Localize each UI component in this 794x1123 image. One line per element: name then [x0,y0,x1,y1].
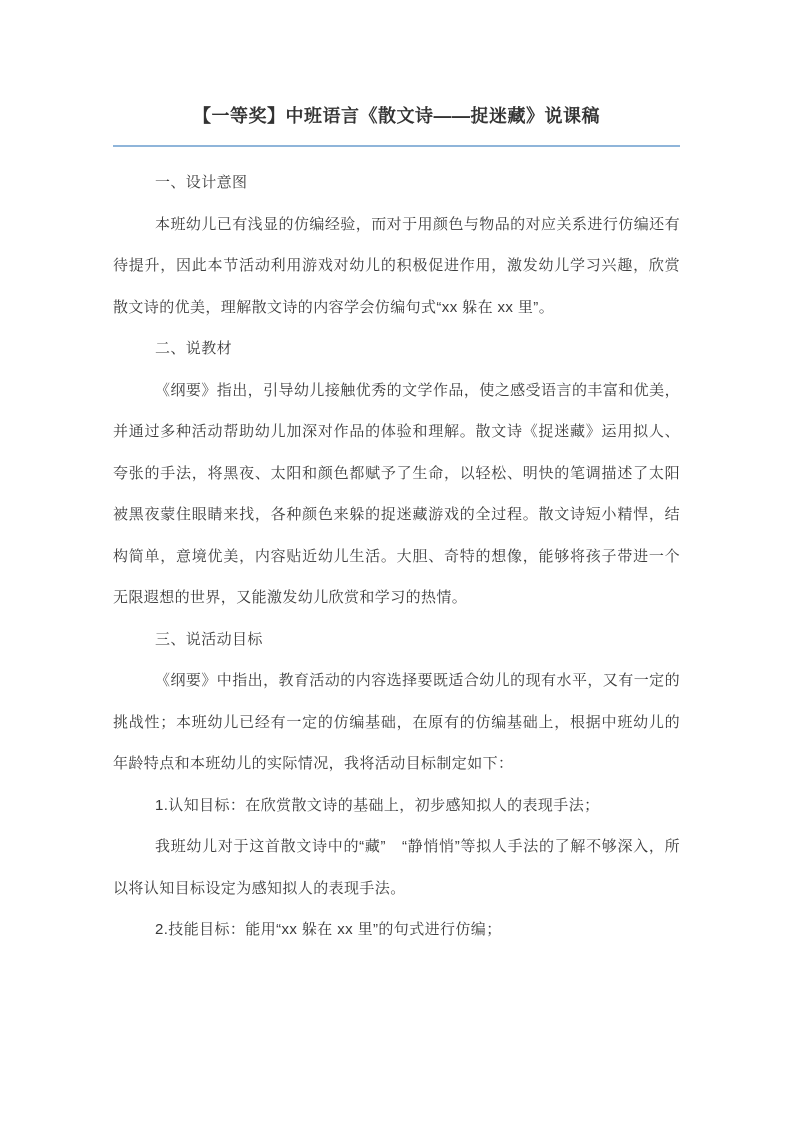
paragraph-skill-goal: 2.技能目标：能用“xx 躲在 xx 里”的句式进行仿编； [155,921,502,938]
section-heading-3: 三、说活动目标 [155,630,263,648]
paragraph-cognitive-goal: 1.认知目标：在欣赏散文诗的基础上，初步感知拟人的表现手法； [155,796,600,814]
document-body [113,162,680,951]
section-heading-1: 一、设计意图 [155,174,248,191]
section-heading-2: 二、说教材 [155,340,233,357]
document-title: 【一等奖】中班语言《散文诗——捉迷藏》说课稿 [193,106,600,126]
paragraph-design-intent: 本班幼儿已有浅显的仿编经验，而对于用颜色与物品的对应关系进行仿编还有待提升，因此本节活动利用游戏对幼儿的积极促进作用，激发幼儿学习兴趣，欣赏散文诗的优美，理解散文诗的内容学会仿编句式“xx 躲在 xx 里”。 [113,215,680,316]
paragraph-activity-goals-intro: 《纲要》中指出，教育活动的内容选择要既适合幼儿的现有水平，又有一定的挑战性；本班幼儿已经有一定的仿编基础，在原有的仿编基础上，根据中班幼儿的年龄特点和本班幼儿的实际情况，我将活动目标制定如下： [113,672,680,772]
paragraph-cognitive-goal-reason: 我班幼儿对于这首散文诗中的“藏” “静悄悄”等拟人手法的了解不够深入，所以将认知目标设定为感知拟人的表现手法。 [113,838,680,897]
paragraph-teaching-material: 《纲要》指出，引导幼儿接触优秀的文学作品，使之感受语言的丰富和优美，并通过多种活动帮助幼儿加深对作品的体验和理解。散文诗《捉迷藏》运用拟人、夸张的手法，将黑夜、太阳和颜色都赋予了生命，以轻松、明快的笔调描述了太阳被黑夜蒙住眼睛来找，各种颜色来躲的捉迷藏游戏的全过程。散文诗短小精悍，结构简单，意境优美，内容贴近幼儿生活。大胆、奇特的想像，能够将孩子带进一个无限遐想的世界，又能激发幼儿欣赏和学习的热情。 [113,381,680,606]
title-divider-line [113,145,680,147]
